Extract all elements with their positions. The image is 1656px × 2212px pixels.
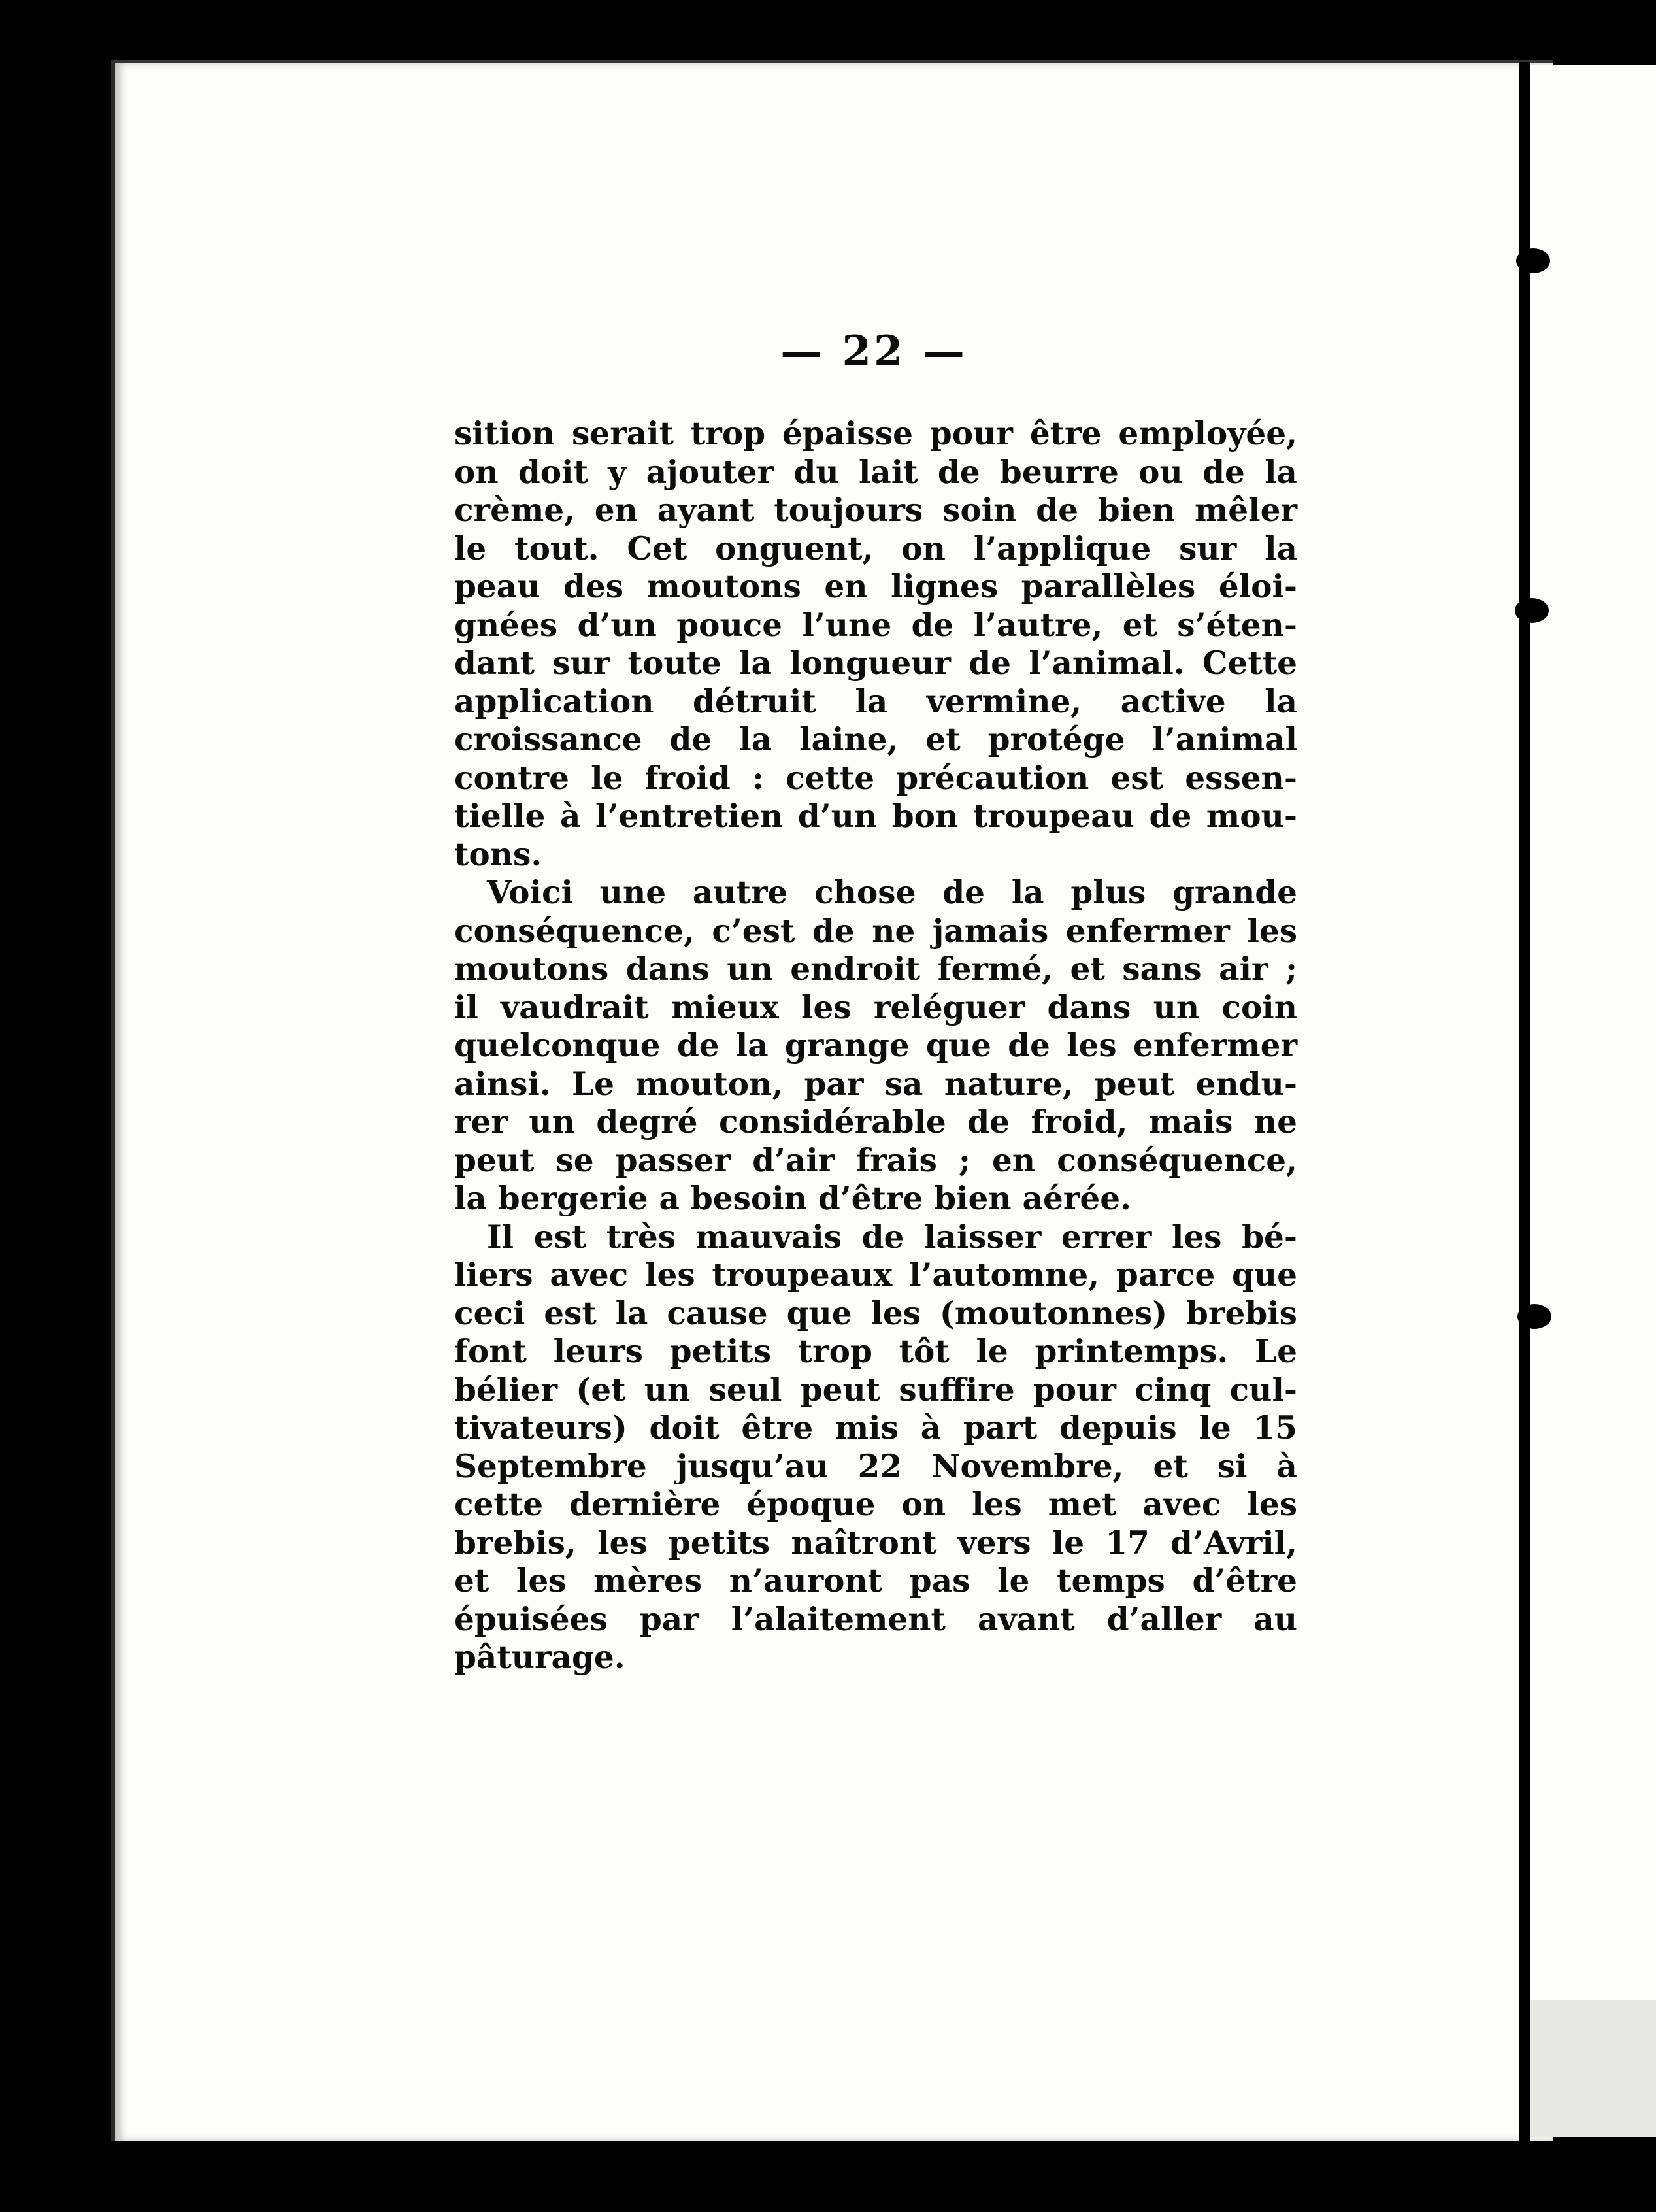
text-line: cette dernière époque on les met avec les (454, 1486, 1297, 1523)
text-line: il vaudrait mieux les reléguer dans un coin (454, 988, 1297, 1026)
paragraph-2 (454, 874, 1297, 1218)
text-line: croissance de la laine, et protége l’animal (454, 721, 1297, 758)
body-text (454, 415, 1297, 1677)
text-line: et les mères n’auront pas le temps d’être (454, 1562, 1297, 1600)
text-line: ainsi. Le mouton, par sa nature, peut endu- (454, 1065, 1297, 1103)
text-line: bélier (et un seul peut suffire pour cinq cul- (454, 1371, 1297, 1409)
text-line: le tout. Cet onguent, on l’applique sur la (454, 529, 1297, 567)
text-line: contre le froid : cette précaution est essen- (454, 759, 1297, 797)
text-line: peau des moutons en lignes parallèles éloi- (454, 568, 1297, 605)
text-line: liers avec les troupeaux l’automne, parce que (454, 1256, 1297, 1294)
text-line: application détruit la vermine, active la (454, 682, 1297, 720)
text-line: Septembre jusqu’au 22 Novembre, et si à (454, 1447, 1297, 1485)
text-line: tons. (454, 835, 542, 873)
text-line: la bergerie a besoin d’être bien aérée. (454, 1180, 1131, 1217)
text-line: font leurs petits trop tôt le printemps. Le (454, 1333, 1297, 1370)
text-line: gnées d’un pouce l’une de l’autre, et s’éten- (454, 606, 1297, 644)
text-line: on doit y ajouter du lait de beurre ou de la (454, 453, 1297, 491)
page-number: — 22 — (780, 327, 967, 376)
text-line: tivateurs) doit être mis à part depuis le 15 (454, 1409, 1297, 1447)
text-line: conséquence, c’est de ne jamais enfermer les (454, 912, 1297, 950)
text-line: rer un degré considérable de froid, mais ne (454, 1103, 1297, 1141)
text-line: crème, en ayant toujours soin de bien mêler (454, 492, 1297, 529)
text-line: dant sur toute la longueur de l’animal. Cette (454, 645, 1297, 682)
paragraph-1 (454, 415, 1297, 874)
text-line: quelconque de la grange que de les enfermer (454, 1027, 1297, 1064)
text-line: épuisées par l’alaitement avant d’aller au (454, 1600, 1297, 1638)
binding-hole (1516, 248, 1550, 273)
text-line: Il est très mauvais de laisser errer les bé- (487, 1218, 1297, 1256)
binding-hole (1515, 598, 1549, 623)
text-line: moutons dans un endroit fermé, et sans air ; (454, 950, 1297, 988)
adjacent-page-strip-bottom (1530, 2000, 1656, 2137)
text-line: pâturage. (454, 1639, 625, 1676)
text-line: peut se passer d’air frais ; en conséquence, (454, 1141, 1297, 1179)
text-line: Voici une autre chose de la plus grande (487, 874, 1297, 911)
binding-hole (1517, 1304, 1551, 1329)
text-line: sition serait trop épaisse pour être employée, (454, 415, 1297, 452)
paragraph-3 (454, 1218, 1297, 1677)
text-line: tielle à l’entretien d’un bon troupeau de mou- (454, 797, 1297, 835)
text-line: ceci est la cause que les (moutonnes) brebis (454, 1294, 1297, 1332)
text-line: brebis, les petits naîtront vers le 17 d’Avril, (454, 1524, 1297, 1562)
